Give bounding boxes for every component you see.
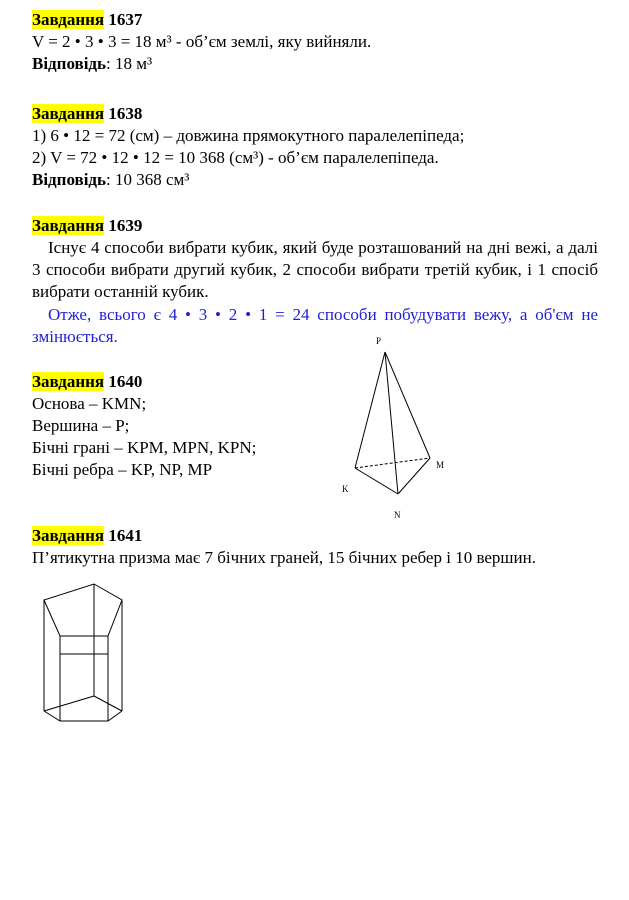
edge-kn bbox=[355, 468, 398, 494]
task-1637-heading bbox=[32, 10, 142, 30]
task-1641-heading bbox=[32, 526, 142, 546]
paragraph-text: Існує 4 способи вибрати кубик, який буде розташований на дні вежі, а далі 3 способи вибрати другий кубик, 2 способи вибрати третій кубик, і 1 спосіб вибрати останній кубик. bbox=[32, 238, 598, 301]
edge-km-hidden bbox=[355, 458, 430, 468]
edge-back-bottom bbox=[44, 696, 94, 711]
answer-label: Відповідь bbox=[32, 170, 107, 189]
task-1639-paragraph-2 bbox=[32, 304, 598, 348]
task-number: 1638 bbox=[108, 104, 143, 123]
task-number: 1637 bbox=[108, 10, 143, 29]
vertex-label-p: P bbox=[376, 336, 382, 346]
task-label: Завдання bbox=[32, 526, 105, 545]
task-number: 1641 bbox=[108, 526, 143, 545]
task-1640-line-4: Бічні ребра – KP, NP, MP bbox=[32, 460, 213, 479]
task-1638-answer bbox=[32, 170, 189, 190]
task-label: Завдання bbox=[32, 216, 105, 235]
task-1640-heading bbox=[32, 372, 142, 392]
pentagonal-prism-figure bbox=[30, 576, 140, 726]
edge-pm bbox=[385, 352, 430, 458]
task-label: Завдання bbox=[32, 372, 105, 391]
vertex-label-n: N bbox=[394, 510, 401, 520]
paragraph-text: Отже, всього є 4 • 3 • 2 • 1 = 24 способи побудувати вежу, а об'єм не змінюється. bbox=[32, 305, 598, 346]
edge-pk bbox=[355, 352, 385, 468]
task-1640-line-3: Бічні грані – KPM, MPN, KPN; bbox=[32, 438, 257, 457]
task-1638-heading bbox=[32, 104, 142, 124]
top-face bbox=[44, 584, 122, 636]
answer-label: Відповідь bbox=[32, 54, 107, 73]
task-1638-line-1: 1) 6 • 12 = 72 (см) – довжина прямокутного паралелепіпеда; bbox=[32, 126, 465, 145]
vertex-label-m: M bbox=[436, 460, 445, 470]
task-1640-line-1: Основа – KMN; bbox=[32, 394, 147, 413]
task-number: 1639 bbox=[108, 216, 143, 235]
task-1639-paragraph-1 bbox=[32, 237, 598, 303]
task-label: Завдання bbox=[32, 104, 105, 123]
task-label: Завдання bbox=[32, 10, 105, 29]
pyramid-figure bbox=[330, 332, 460, 522]
bottom-edges bbox=[44, 711, 122, 721]
task-1637-line: V = 2 • 3 • 3 = 18 м³ - об’єм землі, яку вийняли. bbox=[32, 32, 372, 51]
vertex-label-k: K bbox=[342, 484, 349, 494]
task-number: 1640 bbox=[108, 372, 143, 391]
task-1638-line-2: 2) V = 72 • 12 • 12 = 10 368 (см³) - об’єм паралелепіпеда. bbox=[32, 148, 439, 167]
edge-nm bbox=[398, 458, 430, 494]
task-1637-answer bbox=[32, 54, 152, 74]
task-1640-line-2: Вершина – P; bbox=[32, 416, 130, 435]
task-1641-line: П’ятикутна призма має 7 бічних граней, 15 бічних ребер і 10 вершин. bbox=[32, 548, 536, 567]
answer-value: : 18 м³ bbox=[106, 54, 153, 73]
task-1639-heading bbox=[32, 216, 142, 236]
edge-pn bbox=[385, 352, 398, 494]
answer-value: : 10 368 см³ bbox=[106, 170, 190, 189]
